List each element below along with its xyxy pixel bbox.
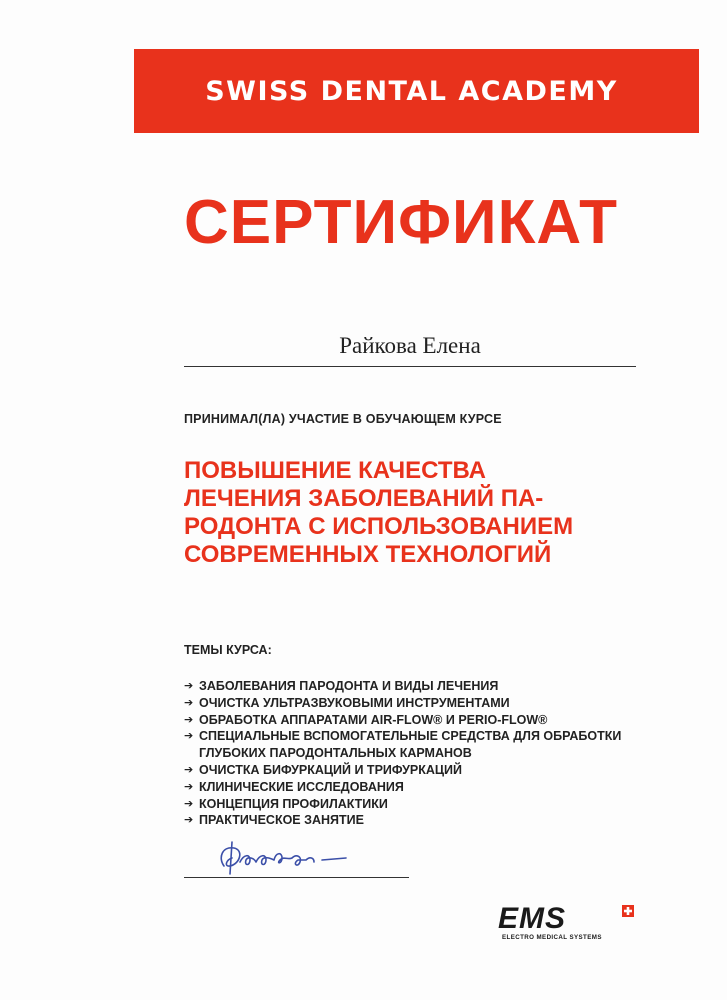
topic-item	[184, 695, 624, 712]
course-title-line: ПОВЫШЕНИЕ КАЧЕСТВА	[184, 457, 487, 484]
arrow-bullet-icon: ➔	[184, 680, 194, 692]
topic-text: ОБРАБОТКА АППАРАТАМИ AIR-FLOW® И PERIO-FLOW®	[199, 712, 548, 727]
topic-item	[184, 678, 624, 695]
topic-text: КЛИНИЧЕСКИЕ ИССЛЕДОВАНИЯ	[199, 779, 404, 794]
arrow-bullet-icon: ➔	[184, 696, 194, 709]
course-title-line: ЛЕЧЕНИЯ ЗАБОЛЕВАНИЙ ПА-	[184, 485, 544, 512]
topic-text: СПЕЦИАЛЬНЫЕ ВСПОМОГАТЕЛЬНЫЕ СРЕДСТВА ДЛЯ ОБРАБОТКИ ГЛУБОКИХ ПАРОДОНТАЛЬНЫХ КАРМАНОВ	[199, 729, 622, 761]
topics-list	[184, 678, 624, 829]
arrow-bullet-icon: ➔	[184, 730, 194, 743]
topic-text: ПРАКТИЧЕСКОЕ ЗАНЯТИЕ	[199, 813, 364, 828]
topic-text: ЗАБОЛЕВАНИЯ ПАРОДОНТА И ВИДЫ ЛЕЧЕНИЯ	[199, 679, 499, 693]
course-title-line: РОДОНТА С ИСПОЛЬЗОВАНИЕМ	[184, 513, 574, 540]
course-title-line: СОВРЕМЕННЫХ ТЕХНОЛОГИЙ	[184, 541, 552, 568]
topics-header: ТЕМЫ КУРСА:	[184, 643, 272, 657]
topic-item	[184, 812, 624, 829]
topic-item	[184, 712, 624, 729]
handwritten-signature	[210, 836, 360, 878]
banner-title: SWISS DENTAL ACADEMY	[205, 75, 618, 107]
topic-text: КОНЦЕПЦИЯ ПРОФИЛАКТИКИ	[199, 796, 388, 811]
topic-item	[184, 762, 624, 779]
topic-item	[184, 796, 624, 813]
certificate-title: СЕРТИФИКАТ	[184, 188, 618, 257]
topic-text: ОЧИСТКА БИФУРКАЦИЙ И ТРИФУРКАЦИЙ	[199, 762, 462, 777]
academy-banner	[134, 49, 699, 133]
topic-item	[184, 779, 624, 796]
recipient-name: Райкова Елена	[339, 333, 481, 358]
arrow-bullet-icon: ➔	[184, 780, 194, 793]
svg-text:EMS: EMS	[498, 902, 567, 935]
svg-text:ELECTRO MEDICAL SYSTEMS: ELECTRO MEDICAL SYSTEMS	[502, 934, 602, 941]
signature-line	[184, 877, 409, 878]
ems-logo	[496, 902, 640, 942]
arrow-bullet-icon: ➔	[184, 814, 194, 827]
arrow-bullet-icon: ➔	[184, 763, 194, 776]
arrow-bullet-icon: ➔	[184, 797, 194, 810]
participation-statement: ПРИНИМАЛ(ЛА) УЧАСТИЕ В ОБУЧАЮЩЕМ КУРСЕ	[184, 412, 502, 426]
topic-item	[184, 728, 624, 762]
course-title	[184, 457, 654, 569]
recipient-underline	[184, 366, 636, 367]
topic-text: ОЧИСТКА УЛЬТРАЗВУКОВЫМИ ИНСТРУМЕНТАМИ	[199, 695, 510, 710]
arrow-bullet-icon: ➔	[184, 713, 194, 726]
